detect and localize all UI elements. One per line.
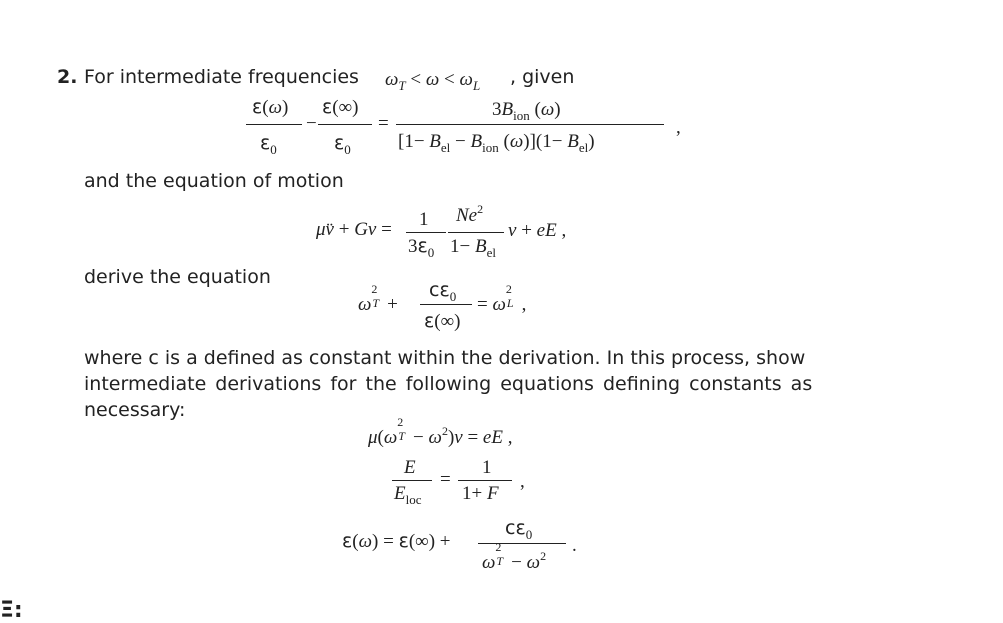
eq2-f2-den: $1- B_{el}$ [450, 236, 496, 260]
eq6-lhs: ε(ω) = ε(∞) + [342, 530, 451, 552]
eq1-den-a: $\varepsilon_0$ [260, 132, 277, 157]
given-label: , given [510, 66, 575, 88]
eq5-num-left: E [404, 457, 416, 478]
problem-intro: For intermediate frequencies [84, 66, 359, 88]
eq1-rhs-den: [$1- B_{el} - B_{ion}$ $(\omega)](1- B_{el})$ [398, 131, 595, 155]
eq3-num: $c\varepsilon_0$ [429, 279, 457, 304]
cropped-mark: Ξ: [0, 598, 23, 623]
equation-4: μ(ω 2 T − $\omega^2)v$ = eE , [368, 415, 513, 448]
eq5-den-left: $E_{loc}$ [394, 483, 422, 507]
eq2-f1-num: 1 [419, 209, 429, 230]
eq1-num-b: ε(∞) [322, 96, 359, 118]
eq1-rhs-num: $3B_{ion}$ (ω) [492, 99, 561, 123]
eq5-comma: , [520, 471, 525, 492]
eq6-den: ω 2 T − $\omega^2$ [482, 540, 547, 573]
eq2-lhs: μv̈ + Gv = [316, 219, 392, 240]
eq2-f1-den: $3\varepsilon_0$ [408, 235, 435, 260]
eq6-num: $c\varepsilon_0$ [505, 517, 533, 542]
eq1-num-a: ε(ω) [252, 96, 289, 118]
paragraph-line-1: where c is a defined as constant within the derivation. In this process, show [84, 347, 806, 369]
problem-number: 2. [57, 66, 78, 88]
eq5-equals: = [440, 469, 451, 490]
paragraph-line-3: necessary: [84, 399, 186, 421]
eq2-tail: v + eE , [508, 220, 567, 241]
eq1-equals: = [378, 113, 389, 134]
eq5-den-right: 1+ F [462, 483, 499, 504]
eq1-den-b: $\varepsilon_0$ [334, 132, 351, 157]
paragraph-line-2: intermediate derivations for the following equations defining constants as [84, 373, 813, 395]
derive-label: derive the equation [84, 266, 271, 288]
eq1-minus: − [306, 113, 317, 134]
motion-label: and the equation of motion [84, 170, 344, 192]
eq3-rhs: = ω 2 L , [477, 282, 527, 315]
eq3-lhs: ω 2 T + [358, 282, 398, 315]
eq5-num-right: 1 [482, 457, 492, 478]
eq6-period: . [572, 535, 577, 556]
frequency-range: $\omega_T < \omega < \omega_L$ [385, 69, 481, 93]
eq2-f2-num: Ne$^2$ [456, 202, 484, 226]
eq1-comma: , [676, 117, 681, 138]
eq3-den: ε(∞) [424, 310, 461, 332]
